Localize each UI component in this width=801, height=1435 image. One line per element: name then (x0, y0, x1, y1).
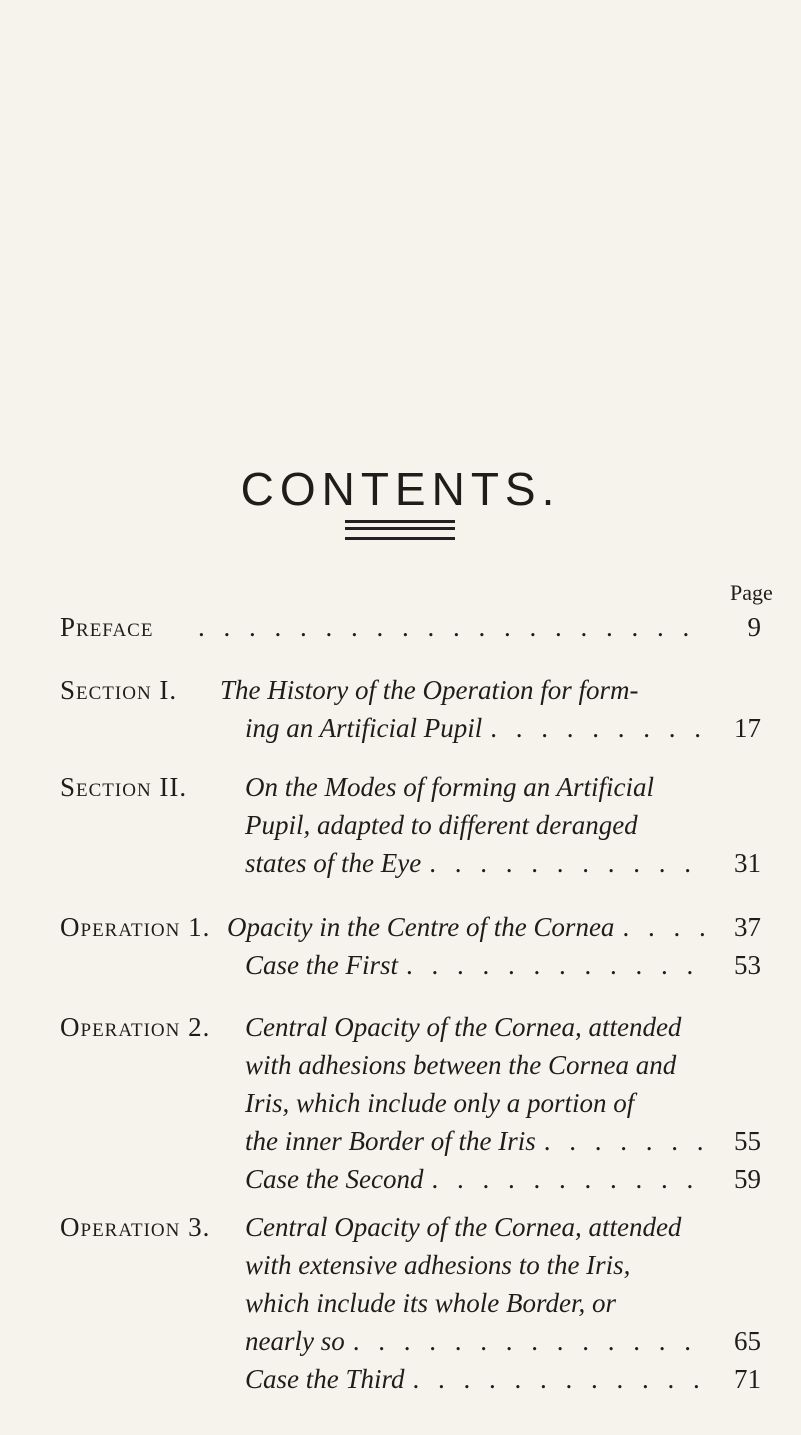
toc-line: nearly so . . . (245, 1326, 705, 1357)
toc-line: with extensive adhesions to the Iris, (245, 1250, 631, 1280)
toc-page-number: 9 (747, 612, 761, 642)
toc-line: the inner Border of the Iris . . . (245, 1126, 705, 1157)
toc-line: Opacity in the Centre of the Cornea . . . (227, 912, 705, 943)
toc-label: Operation 1. (60, 912, 211, 942)
toc-leader (190, 612, 690, 643)
toc-line: On the Modes of forming an Artificial (245, 772, 654, 802)
toc-label: Operation 2. (60, 1012, 211, 1042)
toc-line: Iris, which include only a portion of (245, 1088, 635, 1118)
toc-label: Section I. (60, 675, 178, 705)
toc-page-number: 31 (734, 848, 761, 878)
toc-page-number: 17 (734, 713, 761, 743)
toc-label: Operation 3. (60, 1212, 211, 1242)
toc-line: with adhesions between the Cornea and (245, 1050, 677, 1080)
toc-label: Section II. (60, 772, 188, 802)
toc-page-number: 37 (734, 912, 761, 942)
toc-page-number: 71 (734, 1364, 761, 1394)
toc-line: ing an Artificial Pupil . . . (245, 713, 705, 744)
toc-subline: Case the First . . . (245, 950, 705, 981)
ornamental-rule (345, 520, 455, 540)
toc-line: Central Opacity of the Cornea, attended (245, 1012, 682, 1042)
toc-line: states of the Eye . . . (245, 848, 705, 879)
toc-subline: Case the Second . . . (245, 1164, 705, 1195)
toc-page-number: 59 (734, 1164, 761, 1194)
toc-line: The History of the Operation for form- (220, 675, 639, 705)
toc-page-number: 53 (734, 950, 761, 980)
page-column-label: Page (730, 580, 773, 605)
toc-subline: Case the Third . . . (245, 1364, 705, 1395)
toc-label: Preface (60, 612, 154, 642)
toc-page-number: 55 (734, 1126, 761, 1156)
toc-line: Central Opacity of the Cornea, attended (245, 1212, 682, 1242)
toc-line: Pupil, adapted to different deranged (245, 810, 638, 840)
toc-page-number: 65 (734, 1326, 761, 1356)
toc-line: which include its whole Border, or (245, 1288, 616, 1318)
page-title: CONTENTS. (240, 463, 561, 515)
